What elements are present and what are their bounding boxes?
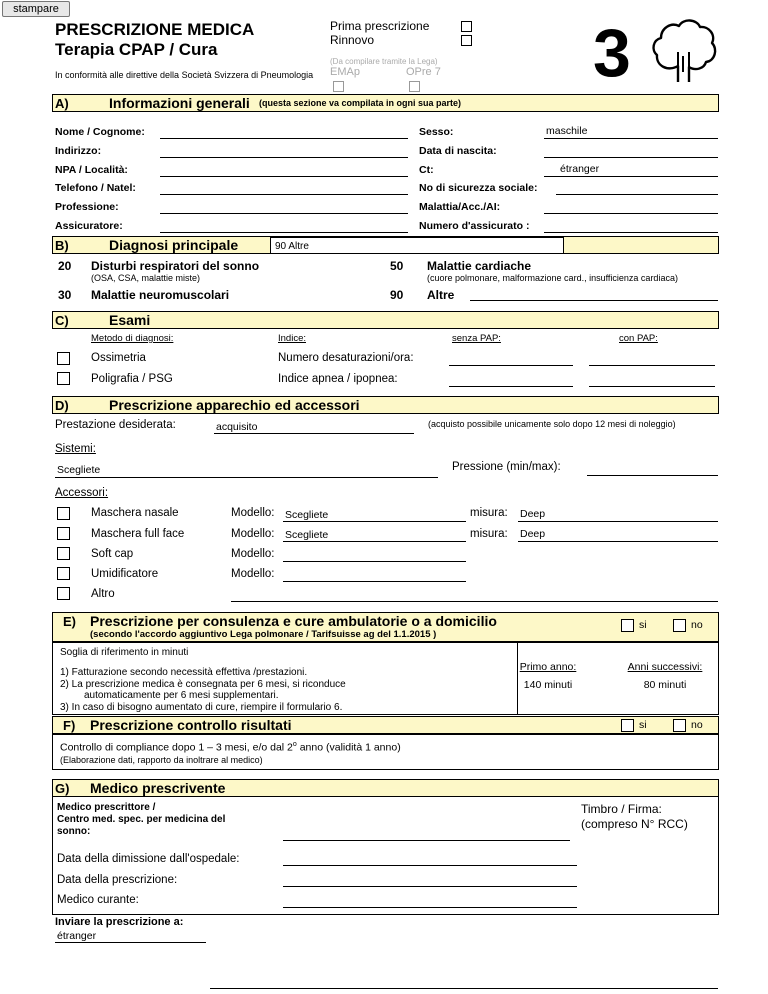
first-prescription-checkbox[interactable]	[461, 21, 472, 32]
section-f-no-label: no	[691, 719, 703, 731]
humidifier-label: Umidificatore	[91, 568, 159, 580]
birthdate-label: Data di nascita:	[419, 145, 497, 157]
compliance-text-pre: Controllo di compliance dopo 1 – 3 mesi, e/o dal 2	[60, 741, 293, 754]
send-to-field[interactable]	[55, 942, 206, 943]
stamp-label-2: (compreso N° RCC)	[581, 817, 688, 831]
section-b-letter: B)	[55, 238, 69, 253]
diagnosis-select[interactable]: 90 Altre	[270, 237, 564, 254]
section-e-no-checkbox[interactable]	[673, 619, 686, 632]
section-c-header	[52, 311, 719, 329]
service-field[interactable]	[214, 433, 414, 434]
insurer-label: Assicuratore:	[55, 220, 123, 232]
systems-label: Sistemi:	[55, 443, 96, 455]
section-g-letter: G)	[55, 781, 70, 796]
humidifier-checkbox[interactable]	[57, 567, 70, 580]
send-to-value: étranger	[57, 930, 97, 942]
full-face-mask-checkbox[interactable]	[57, 527, 70, 540]
section-b-title: Diagnosi principale	[109, 237, 239, 253]
emap-checkbox[interactable]	[333, 81, 344, 92]
renewal-checkbox[interactable]	[461, 35, 472, 46]
soft-cap-model-label: Modello:	[231, 548, 275, 560]
section-a-header	[52, 94, 719, 112]
insured-no-field[interactable]	[544, 232, 718, 233]
diagnosis-20-note: (OSA, CSA, malattie miste)	[91, 273, 201, 283]
full-size-value: Deep	[520, 528, 546, 540]
compliance-text-post: anno (validità 1 anno)	[296, 741, 401, 754]
prescriber-field[interactable]	[283, 840, 570, 841]
print-button[interactable]: stampare	[2, 1, 70, 17]
canton-value: étranger	[560, 163, 600, 175]
gp-label: Medico curante:	[57, 894, 139, 906]
discharge-date-field[interactable]	[283, 865, 577, 866]
profession-field[interactable]	[160, 213, 408, 214]
name-field[interactable]	[160, 138, 408, 139]
conformity-note: In conformità alle direttive della Società Svizzera di Pneumologia	[55, 70, 314, 80]
service-note: (acquisto possibile unicamente solo dopo 12 mesi di noleggio)	[428, 419, 676, 429]
illness-label: Malattia/Acc./AI:	[419, 201, 501, 213]
oximetry-pap-field[interactable]	[589, 365, 715, 366]
gp-field[interactable]	[283, 907, 577, 908]
address-field[interactable]	[160, 157, 408, 158]
section-a-title: Informazioni generali	[109, 95, 250, 111]
form-subtitle: Terapia CPAP / Cura	[55, 40, 218, 59]
discharge-date-label: Data della dimissione dall'ospedale:	[57, 853, 240, 865]
address-label: Indirizzo:	[55, 145, 102, 157]
send-to-label: Inviare la prescrizione a:	[55, 916, 184, 928]
psg-label: Poligrafia / PSG	[91, 373, 173, 385]
diagnosis-90-label: Altre	[427, 288, 455, 302]
prescriber-label-2: Centro med. spec. per medicina del	[57, 814, 226, 825]
section-g-header	[52, 779, 719, 797]
billing-item-1: 1) Fatturazione secondo necessità effettiva /prestazioni.	[60, 667, 308, 678]
insurer-field[interactable]	[160, 232, 408, 233]
section-f-title: Prescrizione controllo risultati	[90, 717, 292, 733]
oximetry-index: Numero desaturazioni/ora:	[278, 352, 414, 364]
renewal-label: Rinnovo	[330, 33, 375, 47]
section-e-letter: E)	[63, 614, 76, 629]
ssn-field[interactable]	[556, 194, 718, 195]
billing-item-2a: 2) La prescrizione medica è consegnata per 6 mesi, si riconduce	[60, 679, 346, 690]
compliance-text	[60, 741, 401, 754]
soft-cap-checkbox[interactable]	[57, 547, 70, 560]
nasal-mask-label: Maschera nasale	[91, 507, 179, 519]
first-year-value: 140 minuti	[523, 679, 573, 691]
full-model-value: Scegliete	[285, 529, 329, 541]
section-f-yes-checkbox[interactable]	[621, 719, 634, 732]
diagnosis-90-code: 90	[390, 288, 404, 302]
full-face-mask-label: Maschera full face	[91, 528, 185, 540]
phone-field[interactable]	[160, 194, 408, 195]
birthdate-field[interactable]	[544, 157, 718, 158]
soft-cap-model-field[interactable]	[283, 561, 466, 562]
form-title: PRESCRIZIONE MEDICA	[55, 20, 255, 39]
canton-label: Ct:	[419, 164, 434, 176]
next-years-label: Anni successivi:	[627, 661, 703, 673]
diagnosis-20-code: 20	[58, 259, 72, 273]
soft-cap-label: Soft cap	[91, 548, 134, 560]
prescription-date-label: Data della prescrizione:	[57, 874, 178, 886]
psg-index: Indice apnea / ipopnea:	[278, 373, 398, 385]
npa-label: NPA / Località:	[55, 164, 128, 176]
full-model-label: Modello:	[231, 528, 275, 540]
nasal-size-value: Deep	[520, 508, 546, 520]
full-model-field[interactable]	[283, 541, 466, 542]
illness-field[interactable]	[544, 213, 718, 214]
diagnosis-30-label: Malattie neuromuscolari	[91, 288, 230, 302]
diagnosis-50-label: Malattie cardiache	[427, 259, 532, 273]
section-e-body	[52, 642, 719, 715]
first-year-label: Primo anno:	[519, 661, 577, 673]
section-c-title: Esami	[109, 312, 151, 328]
other-accessory-checkbox[interactable]	[57, 587, 70, 600]
section-f-no-checkbox[interactable]	[673, 719, 686, 732]
diagnosis-50-code: 50	[390, 259, 404, 273]
full-size-label: misura:	[470, 528, 508, 540]
other-accessory-field[interactable]	[231, 601, 718, 602]
psg-checkbox[interactable]	[57, 372, 70, 385]
humidifier-model-label: Modello:	[231, 568, 275, 580]
section-e-no-label: no	[691, 619, 703, 631]
prescriber-label-1: Medico prescrittore /	[57, 802, 156, 813]
sex-field[interactable]	[544, 138, 718, 139]
npa-field[interactable]	[160, 176, 408, 177]
systems-value: Scegliete	[57, 464, 101, 476]
section-f-letter: F)	[63, 718, 76, 733]
section-d-header	[52, 396, 719, 414]
section-c-letter: C)	[55, 313, 69, 328]
compliance-note: (Elaborazione dati, rapporto da inoltrare al medico)	[60, 755, 263, 765]
threshold-label: Soglia di riferimento in minuti	[60, 647, 189, 658]
billing-item-2b: automaticamente per 6 mesi supplementari.	[84, 690, 279, 701]
prescriber-label-3: sonno:	[57, 826, 91, 837]
diagnosis-50-note: (cuore polmonare, malformazione card., insufficienza cardiaca)	[427, 273, 678, 283]
accessories-label: Accessori:	[55, 487, 109, 499]
nasal-size-field[interactable]	[518, 521, 718, 522]
oximetry-no-pap-field[interactable]	[449, 365, 573, 366]
method-header: Metodo di diagnosi:	[91, 333, 174, 344]
profession-label: Professione:	[55, 201, 119, 213]
other-accessory-label: Altro	[91, 588, 115, 600]
service-value: acquisito	[216, 421, 258, 433]
oximetry-checkbox[interactable]	[57, 352, 70, 365]
name-label: Nome / Cognome:	[55, 126, 145, 138]
psg-no-pap-field[interactable]	[449, 386, 573, 387]
opre-checkbox[interactable]	[409, 81, 420, 92]
league-note: (Da compilare tramite la Lega)	[330, 57, 438, 66]
section-e-title: Prescrizione per consulenza e cure ambulatorie o a domicilio	[90, 613, 497, 629]
stamp-label-1: Timbro / Firma:	[581, 802, 662, 816]
sex-label: Sesso:	[419, 126, 454, 138]
systems-field[interactable]	[55, 477, 438, 478]
insured-no-label: Numero d'assicurato :	[419, 220, 530, 232]
humidifier-model-field[interactable]	[283, 581, 466, 582]
diagnosis-other-field[interactable]	[470, 300, 718, 301]
full-size-field[interactable]	[518, 541, 718, 542]
section-d-letter: D)	[55, 398, 69, 413]
phone-label: Telefono / Natel:	[55, 182, 136, 194]
no-pap-header: senza PAP:	[452, 333, 501, 344]
pressure-field[interactable]	[587, 475, 718, 476]
address-footer-line[interactable]	[210, 988, 718, 989]
diagnosis-20-label: Disturbi respiratori del sonno	[91, 259, 260, 273]
section-a-letter: A)	[55, 96, 69, 111]
service-label: Prestazione desiderata:	[55, 419, 176, 431]
section-a-note: (questa sezione va compilata in ogni sua parte)	[259, 98, 462, 108]
sex-value: maschile	[546, 125, 588, 137]
section-d-title: Prescrizione apparechio ed accessori	[109, 397, 360, 413]
billing-item-3: 3) In caso di bisogno aumentato di cure, riempire il formulario 6.	[60, 702, 343, 713]
pressure-label: Pressione (min/max):	[452, 461, 561, 473]
opre-label: OPre 7	[406, 66, 441, 78]
section-e-subtitle: (secondo l'accordo aggiuntivo Lega polmonare / Tarifsuisse ag del 1.1.2015 )	[90, 629, 437, 640]
nasal-model-label: Modello:	[231, 507, 275, 519]
pap-header: con PAP:	[619, 333, 658, 344]
section-f-body	[52, 734, 719, 770]
nasal-mask-checkbox[interactable]	[57, 507, 70, 520]
psg-pap-field[interactable]	[589, 386, 715, 387]
nasal-size-label: misura:	[470, 507, 508, 519]
prescription-date-field[interactable]	[283, 886, 577, 887]
section-f-header	[52, 716, 719, 734]
oximetry-label: Ossimetria	[91, 352, 146, 364]
section-e-yes-checkbox[interactable]	[621, 619, 634, 632]
diagnosis-30-code: 30	[58, 288, 72, 302]
next-years-value: 80 minuti	[643, 679, 687, 691]
nasal-model-value: Scegliete	[285, 509, 329, 521]
ssn-label: No di sicurezza sociale:	[419, 182, 538, 194]
emap-label: EMAp	[330, 66, 360, 78]
compliance-text-sup: o	[292, 741, 297, 748]
section-e-header	[52, 612, 719, 642]
nasal-model-field[interactable]	[283, 521, 466, 522]
section-e-yes-label: si	[639, 619, 647, 631]
lung-league-tree-icon	[650, 16, 718, 84]
index-header: Indice:	[278, 333, 306, 344]
canton-field[interactable]	[544, 176, 718, 177]
section-f-yes-label: si	[639, 719, 647, 731]
form-number: 3	[593, 15, 631, 91]
first-prescription-label: Prima prescrizione	[330, 19, 430, 33]
section-g-title: Medico prescrivente	[90, 780, 226, 796]
